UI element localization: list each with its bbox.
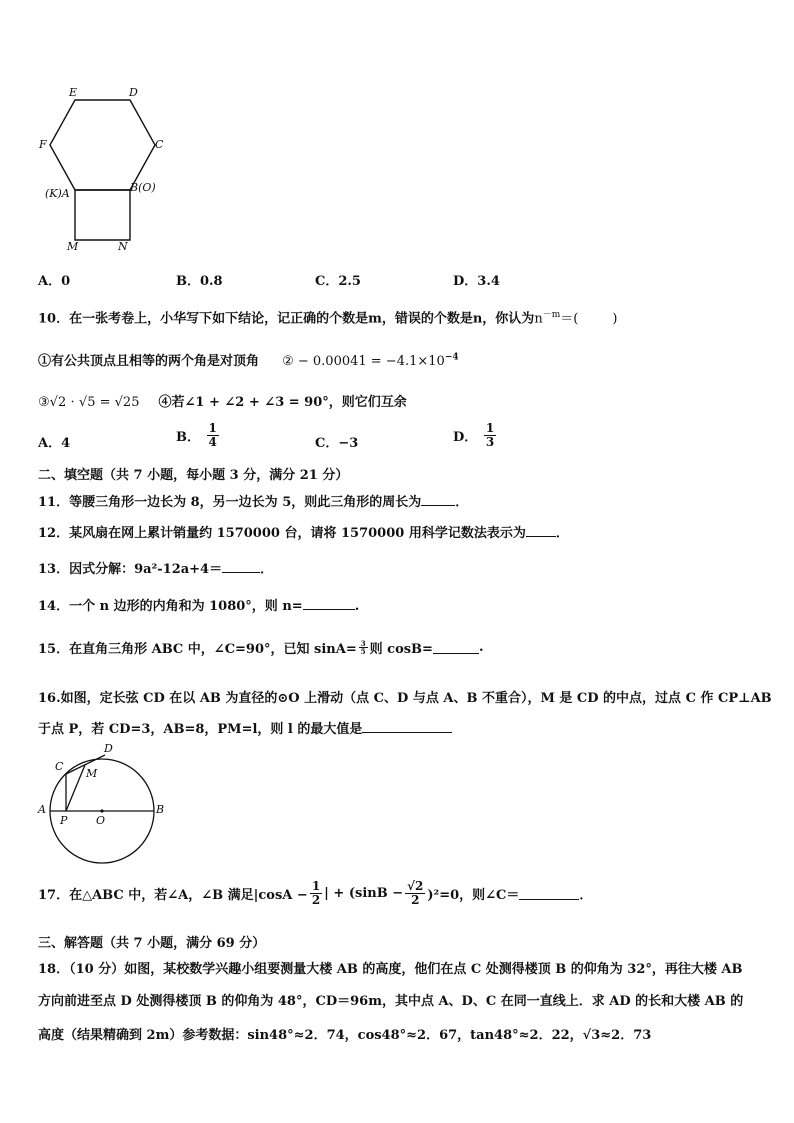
q10-option-b: B． $\frac{1}{4}$ — [176, 421, 217, 449]
q9-option-b: B．0.8 — [176, 274, 223, 289]
q16-line2: 于点 P，若 CD=3，AB=8，PM=l，则 l 的最大值是 — [38, 718, 452, 737]
label-KA: (K)A — [45, 187, 70, 200]
q10-statement-3: ③√2 ⋅ √5 = √25 — [38, 395, 140, 410]
q10-statement-2: ② − 0.00041 = −4.1×10 — [282, 354, 445, 369]
section-2-heading: 二、填空题（共 7 小题，每小题 3 分，满分 21 分） — [38, 468, 349, 483]
q10-statement-2-exp: −4 — [444, 352, 459, 363]
q9-option-a: A．0 — [38, 274, 71, 289]
q10-statement-1: ①有公共顶点且相等的两个角是对顶角 — [38, 354, 260, 369]
q10-option-d: D． $\frac{1}{3}$ — [453, 421, 495, 449]
q10-d-den: 3 — [485, 435, 495, 449]
q10-option-c: C．−3 — [315, 436, 359, 451]
q15: 15．在直角三角形 ABC 中，∠C=90°，已知 sinA= $\frac{3}{5}$ 则 cosB= . — [38, 639, 484, 657]
q11: 11．等腰三角形一边长为 8，另一边长为 5，则此三角形的周长为 ． — [38, 495, 469, 510]
label-BO: B(O) — [130, 181, 156, 194]
q10-b-num: 1 — [208, 421, 217, 435]
q10-stem-text: 10．在一张考卷上，小华写下如下结论，记正确的个数是m，错误的个数是n，你认为 — [38, 311, 535, 327]
q10-power: n — [534, 311, 543, 327]
section-3-heading: 三、解答题（共 7 小题，满分 69 分） — [38, 936, 266, 951]
label-N: N — [118, 240, 128, 253]
q13: 13．因式分解：9a²-12a+4＝ ． — [38, 562, 274, 577]
q10-power-exp: －m — [542, 310, 561, 320]
q17: 17．在△ABC 中，若∠A，∠B 满足|cosA − $\frac{1}{2}$ | + (sinB − $\frac{√2}{2}$ )²=0，则∠C＝ ． — [38, 879, 593, 907]
circle-label-A: A — [38, 803, 46, 816]
q10-tail: ＝( — [560, 311, 579, 327]
circle-label-P: P — [60, 814, 68, 827]
q10-d-num: 1 — [485, 421, 495, 435]
q14: 14．一个 n 边形的内角和为 1080°，则 n= . — [38, 599, 360, 614]
circle-chord-figure — [0, 0, 200, 870]
label-M: M — [67, 240, 79, 253]
q12: 12．某风扇在网上累计销量约 1570000 台，请将 1570000 用科学记数法表示为 ． — [38, 526, 569, 541]
q18-line1: 18．（10 分）如图，某校数学兴趣小组要测量大楼 AB 的高度，他们在点 C 处测得楼顶 B 的仰角为 32°，再往大楼 AB — [38, 962, 743, 977]
label-C: C — [155, 138, 164, 151]
q9-option-d: D．3.4 — [453, 274, 500, 289]
q15-num: 3 — [360, 639, 366, 648]
q9-option-c: C．2.5 — [315, 274, 361, 289]
circle-label-B: B — [156, 803, 165, 816]
label-F: F — [39, 138, 47, 151]
q18-line2: 方向前进至点 D 处测得楼顶 B 的仰角为 48°，CD＝96m，其中点 A、D、C 在同一直线上．求 AD 的长和大楼 AB 的 — [38, 994, 744, 1009]
q10-option-a: A．4 — [38, 436, 71, 451]
label-D: D — [129, 86, 138, 99]
q10-statement-4: ④若∠1 + ∠2 + ∠3 = 90°，则它们互余 — [158, 395, 407, 410]
circle-label-M: M — [86, 767, 98, 780]
q18-line3: 高度（结果精确到 2m）参考数据：sin48°≈2．74，cos48°≈2．67，tan48°≈2．22，√3≈2．73 — [38, 1028, 652, 1043]
q10-b-den: 4 — [208, 435, 217, 449]
q10-paren-close: ) — [612, 311, 618, 327]
label-E: E — [69, 86, 78, 99]
circle-label-O: O — [96, 814, 106, 827]
circle-label-C: C — [55, 760, 64, 773]
q16-line1: 16.如图，定长弦 CD 在以 AB 为直径的⊙O 上滑动（点 C、D 与点 A、B 不重合），M 是 CD 的中点，过点 C 作 CP⊥AB — [38, 691, 772, 706]
circle-label-D: D — [104, 742, 113, 755]
q15-den: 5 — [360, 647, 366, 656]
